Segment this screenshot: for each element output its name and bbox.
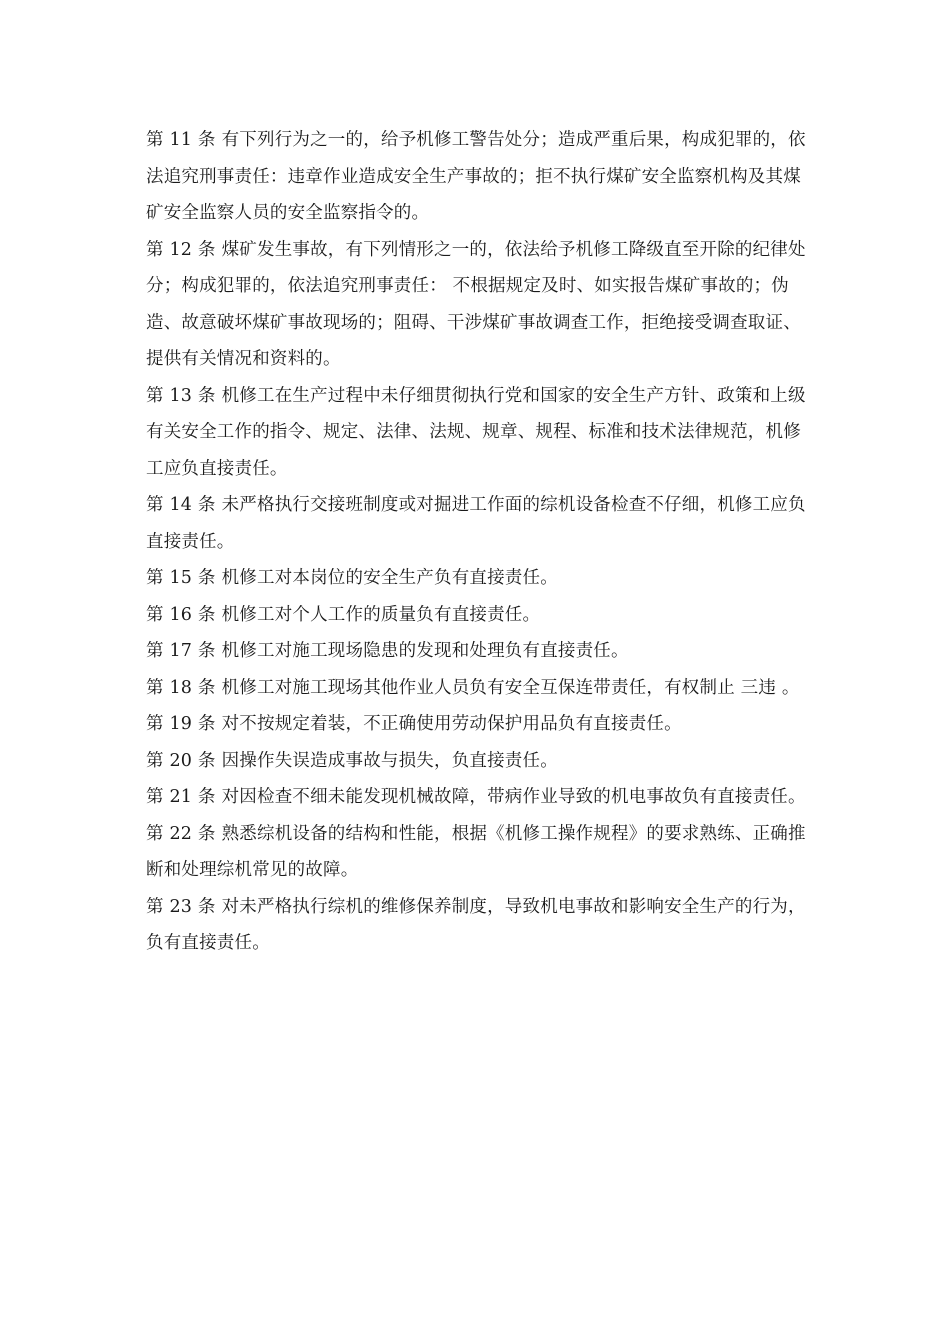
article-number: 第 22 条 (146, 823, 216, 844)
article-number: 第 18 条 (146, 677, 216, 698)
article-text: 机修工对本岗位的安全生产负有直接责任。 (221, 568, 558, 588)
article-13 (146, 378, 808, 488)
article-number: 第 12 条 (146, 239, 216, 260)
article-text: 对不按规定着装，不正确使用劳动保护用品负有直接责任。 (221, 714, 682, 734)
article-text: 未严格执行交接班制度或对掘进工作面的综机设备检查不仔细，机修工应负直接责任。 (146, 495, 806, 552)
article-22 (146, 816, 808, 889)
article-number: 第 19 条 (146, 714, 216, 734)
article-17 (146, 633, 808, 670)
article-number: 第 13 条 (146, 385, 216, 406)
article-11 (146, 122, 808, 232)
article-text: 对因检查不细未能发现机械故障，带病作业导致的机电事故负有直接责任。 (221, 787, 806, 807)
article-number: 第 11 条 (146, 130, 216, 150)
article-number: 第 16 条 (146, 604, 216, 625)
article-text: 熟悉综机设备的结构和性能，根据《机修工操作规程》的要求熟练、正确推断和处理综机常见的故障。 (146, 823, 806, 880)
article-text: 煤矿发生事故，有下列情形之一的，依法给予机修工降级直至开除的纪律处分；构成犯罪的，依法追究刑事责任： 不根据规定及时、如实报告煤矿事故的；伪造、故意破坏煤矿事故现场的；阻碍、干涉煤矿事故调查工作，拒绝接受调查取证、提供有关情况和资料的。 (146, 239, 806, 369)
article-text: 机修工对施工现场隐患的发现和处理负有直接责任。 (221, 641, 629, 661)
article-16 (146, 597, 808, 634)
article-number: 第 21 条 (146, 787, 216, 807)
article-12 (146, 232, 808, 378)
article-19 (146, 706, 808, 743)
article-text: 机修工在生产过程中未仔细贯彻执行党和国家的安全生产方针、政策和上级有关安全工作的指令、规定、法律、法规、规章、规程、标准和技术法律规范，机修工应负直接责任。 (146, 385, 806, 479)
article-23 (146, 889, 808, 962)
article-text: 机修工对个人工作的质量负有直接责任。 (221, 604, 541, 625)
article-number: 第 23 条 (146, 896, 216, 917)
article-text: 机修工对施工现场其他作业人员负有安全互保连带责任，有权制止 三违 。 (221, 677, 800, 698)
article-18 (146, 670, 808, 707)
article-number: 第 15 条 (146, 568, 216, 588)
article-text: 对未严格执行综机的维修保养制度，导致机电事故和影响安全生产的行为，负有直接责任。 (146, 896, 806, 953)
article-21 (146, 779, 808, 816)
article-20 (146, 743, 808, 780)
article-number: 第 17 条 (146, 641, 216, 661)
article-number: 第 20 条 (146, 750, 216, 771)
article-15 (146, 560, 808, 597)
article-text: 有下列行为之一的，给予机修工警告处分；造成严重后果，构成犯罪的，依法追究刑事责任：违章作业造成安全生产事故的；拒不执行煤矿安全监察机构及其煤矿安全监察人员的安全监察指令的。 (146, 130, 806, 223)
document-body (146, 122, 808, 962)
article-text: 因操作失误造成事故与损失，负直接责任。 (221, 750, 558, 771)
article-number: 第 14 条 (146, 495, 216, 515)
article-14 (146, 487, 808, 560)
